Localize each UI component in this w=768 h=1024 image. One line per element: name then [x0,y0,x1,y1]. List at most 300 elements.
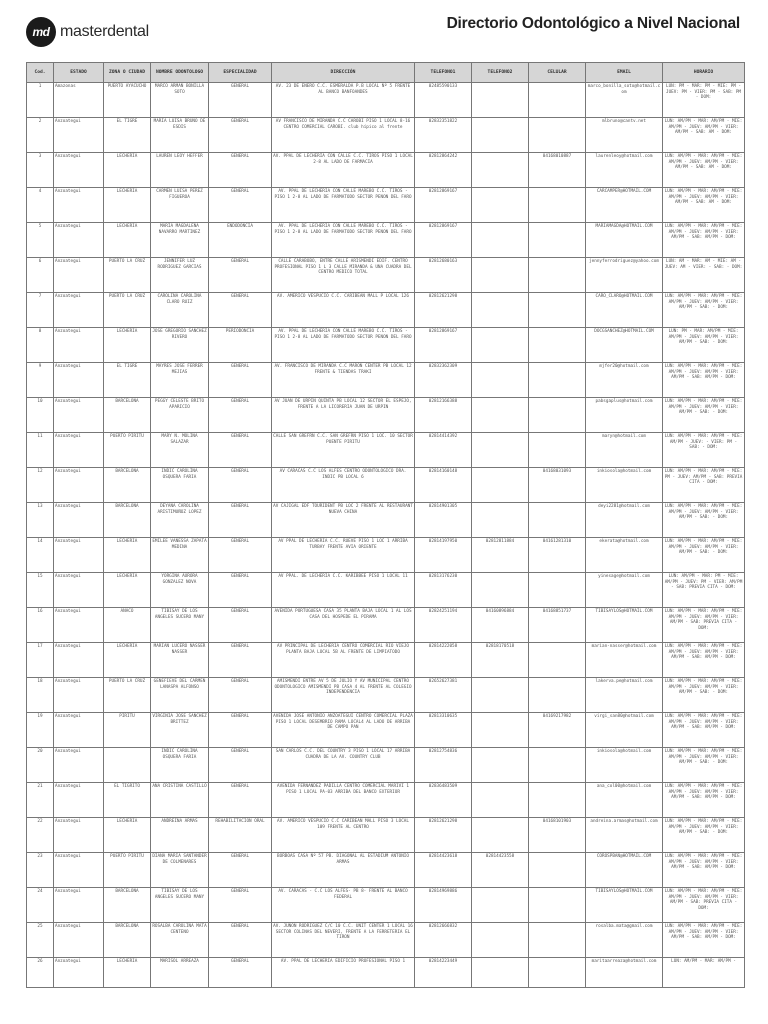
cell-col-estado: Anzoategui [54,433,104,468]
cell-col-nombre: INDIC CAROLINA OSQUERA FARIA [151,468,209,503]
cell-col-telefono1: 02814414392 [415,433,472,468]
cell-col-direccion: AV. JUNON RODRIGUEZ C/C 10 C.C. UNIT CENTER 1 LOCAL 16 SECTOR COLINAS DEL NEVERI, FRENTE A LA FERRETERIA EL TIRON [272,923,415,958]
cell-col-zona: PIRITU [104,713,151,748]
cell-col-email: laurenleoy@hotmail.com [586,153,663,188]
cell-col-direccion: AV. FRANCISCO DE MIRANDA C.C MARON CENTER PB LOCAL 12 FRENTE & TIENDAS TRAKI [272,363,415,398]
cell-col-especialidad: GENERAL [209,923,272,958]
masterdental-logo [26,17,149,47]
cell-col-email: andreina.armas@hotmail.com [586,818,663,853]
cell-col-telefono1: 02812621298 [415,293,472,328]
cell-col-telefono2 [472,783,529,818]
cell-col-telefono1: 02832362309 [415,363,472,398]
cell-col-horario: LUN: AM/PM - MAR: AM/PM - MIE: AM/PM - JUEV: AM/PM - VIER: AM/PM - SAB: AM - DOM: [663,153,745,188]
cell-col-cod: 20 [27,748,54,783]
cell-col-zona: LECHERIA [104,153,151,188]
table-row [27,573,745,608]
cell-col-nombre: MARY N. MOLINA SALAZAR [151,433,209,468]
cell-col-nombre: MARCO ARMAN BONILLA SOTO [151,83,209,118]
document-header [0,0,768,58]
cell-col-direccion: AVENIDA PORTUGUESA CASA 35 PLANTA BAJA LOCAL 1 AL LOS CASA DEL HOSPEDE EL PIRAMA [272,608,415,643]
cell-col-nombre: CARMEN LUISA PEREZ FIGUEROA [151,188,209,223]
cell-col-cod: 5 [27,223,54,258]
cell-col-nombre: CAROLINA CAROLINA CLARO RUIZ [151,293,209,328]
cell-col-especialidad: GENERAL [209,748,272,783]
directory-table-container [26,62,744,988]
table-row [27,258,745,293]
cell-col-email: inkiosola@hotmail.com [586,468,663,503]
table-row [27,818,745,853]
header-col-direccion: DIRECCIÓN [272,63,415,83]
cell-col-celular [529,293,586,328]
cell-col-especialidad: GENERAL [209,118,272,153]
cell-col-email: marco_bonilla_soto@hotmail.com [586,83,663,118]
cell-col-horario: LUN: AM/PM - MAR: PM - MIE: AM/PM - JUEV: PM - VIER: AM/PM - SAB: PREVIA CITA - DOM: [663,573,745,608]
cell-col-horario: LUN: AM/PM - MAR: AM/PM - MIE: AM/PM - JUEV: AM/PM - VIER: AM/PM - SAB: - DOM: [663,818,745,853]
cell-col-especialidad: GENERAL [209,363,272,398]
cell-col-estado: Anzoategui [54,293,104,328]
cell-col-especialidad: GENERAL [209,468,272,503]
cell-col-telefono2 [472,328,529,363]
cell-col-celular [529,188,586,223]
cell-col-cod: 24 [27,888,54,923]
header-col-estado: ESTADO [54,63,104,83]
cell-col-telefono2 [472,573,529,608]
cell-col-zona: EL TIGRITO [104,783,151,818]
cell-col-nombre: MARIAN LUCERO NASSER NASSER [151,643,209,678]
cell-col-horario: LUN: AM/PM - MAR: AM/PM - MIE: AM/PM - JUEV: AM/PM - VIER: AM/PM - SAB: - DOM: [663,398,745,433]
table-row [27,608,745,643]
cell-col-horario: LUN: AM/PM - MAR: AM/PM - MIE: AM/PM - JUEV: AM/PM - VIER: AM/PM - SAB: AM/PM - DOM: [663,923,745,958]
table-row [27,888,745,923]
cell-col-direccion: AV. CARACAS - C.C LOS ALFES- PB 8- FRENTE AL BANCO FEDERAL [272,888,415,923]
cell-col-cod: 18 [27,678,54,713]
cell-col-celular [529,748,586,783]
cell-col-direccion: SAN CARLOS C.C. DEL COUNTRY 3 PISO 1 LOCAL 17 ARRIBA CUADRA DE LA AV. COUNTRY CLUB [272,748,415,783]
table-body [27,83,745,988]
cell-col-cod: 3 [27,153,54,188]
cell-col-especialidad: PERIODONCIA [209,328,272,363]
cell-col-telefono2 [472,153,529,188]
cell-col-cod: 21 [27,783,54,818]
cell-col-estado: Anzoategui [54,118,104,153]
cell-col-direccion: AV CAJIGAL EDF TOURIDENT PB LOC 2 FRENTE AL RESTAURANT NUEVA CHINA [272,503,415,538]
cell-col-telefono2 [472,398,529,433]
cell-col-zona: PUERTO LA CRUZ [104,678,151,713]
table-row [27,678,745,713]
header-col-telefono2: TELEFONO2 [472,63,529,83]
document-title: Directorio Odontológico a Nivel Nacional [446,15,740,32]
cell-col-zona: LECHERIA [104,958,151,988]
cell-col-estado: Anzoategui [54,153,104,188]
cell-col-horario: LUN: AM/PM - MAR: AM/PM - MIE: AM/PM - JUEV: AM/PM - VIER: AM/PM - SAB: AM/PM - DOM: [663,223,745,258]
cell-col-cod: 19 [27,713,54,748]
cell-col-telefono1: 02485590133 [415,83,472,118]
cell-col-estado: Anzoategui [54,468,104,503]
cell-col-telefono1: 02812864242 [415,153,472,188]
cell-col-telefono2 [472,118,529,153]
cell-col-telefono2 [472,503,529,538]
cell-col-zona: LECHERIA [104,188,151,223]
cell-col-telefono2: 02818170518 [472,643,529,678]
cell-col-email: maryn@hotmail.com [586,433,663,468]
cell-col-horario: LUN: AM/PM - MAR: AM/PM - MIE: AM/PM - JUEV: AM/PM - VIER: AM/PM - SAB: - DOM: [663,293,745,328]
cell-col-horario: LUN: AM/PM - MAR: AM/PM - MIE: AM/PM - JUEV: AM/PM - VIER: AM/PM - SAB: AM/PM - DOM: [663,643,745,678]
cell-col-telefono1: 02836483509 [415,783,472,818]
cell-col-horario: LUN: AM/PM - MAR: AM/PM - MIE: AM/PM - JUEV: AM/PM - VIER: AM/PM - SAB: PREVIA CITA - DOM: [663,888,745,923]
cell-col-nombre: ANA CRISTINA CASTILLO [151,783,209,818]
cell-col-especialidad: GENERAL [209,958,272,988]
cell-col-celular: 04168851737 [529,608,586,643]
header-col-cod: Cod. [27,63,54,83]
table-row [27,923,745,958]
header-col-horario: HORARIO [663,63,745,83]
cell-col-estado: Anzoategui [54,643,104,678]
cell-col-nombre: GENEFIEVE DEL CARMEN LANASPA ALFONSO [151,678,209,713]
cell-col-telefono1: 02812166388 [415,398,472,433]
table-row [27,328,745,363]
table-row [27,643,745,678]
cell-col-celular [529,678,586,713]
cell-col-telefono2 [472,923,529,958]
cell-col-cod: 1 [27,83,54,118]
cell-col-nombre: JOSE GREGORIO SANCHEZ RIVERO [151,328,209,363]
cell-col-horario: LUN: AM/PM - MAR: AM/PM - MIE: AM/PM - JUEV: AM/PM - VIER: AM/PM - SAB: AM/PM - DOM: [663,363,745,398]
cell-col-zona: EL TIGRE [104,118,151,153]
cell-col-celular [529,433,586,468]
cell-col-nombre: MARISOL ARREAZA [151,958,209,988]
cell-col-horario: LUN: AM/PM - MAR: AM/PM - MIE: AM/PM - JUEV: AM/PM - VIER: AM/PM - SAB: AM/PM - DOM: [663,783,745,818]
cell-col-especialidad: GENERAL [209,713,272,748]
cell-col-cod: 8 [27,328,54,363]
cell-col-celular [529,258,586,293]
cell-col-telefono2 [472,258,529,293]
table-row [27,153,745,188]
cell-col-direccion: AV. PPAL DE LECHERIA CON CALLE MAREBO C.C. TIROS - PISO 1 2-8 AL LADO DE FARMATODO SECTOR PENON DEL FARO [272,223,415,258]
cell-col-horario: LUN: AM/PM - MAR: AM/PM - MIE: AM/PM - JUEV: AM/PM - VIER: AM/PM - SAB: - DOM: [663,678,745,713]
cell-col-email: rosalba.mata@gmail.com [586,923,663,958]
cell-col-cod: 14 [27,538,54,573]
cell-col-especialidad: GENERAL [209,643,272,678]
cell-col-telefono2: 04160896884 [472,608,529,643]
header-col-nombre: NOMBRE ODONTOLOGO [151,63,209,83]
cell-col-horario: LUN: AM/PM - MAR: AM/PM - MIE: AM/PM - JUEV: AM/PM - VIER: AM/PM - SAB: AM/PM - DOM: [663,713,745,748]
cell-col-direccion: AV. PPAL DE LECHERIA CON CALLE C.C. TIROS PISO 1 LOCAL 2-8 AL LADO DE FARMACIA [272,153,415,188]
cell-col-nombre: DEYANA CAROLINA ARISTIMUÑOZ LOPEZ [151,503,209,538]
cell-col-telefono2 [472,433,529,468]
cell-col-telefono1: 02812680163 [415,258,472,293]
cell-col-nombre: MAYRES JOSE FERRER MEJIAS [151,363,209,398]
logo-mark: md [26,17,56,47]
cell-col-email: inkiosola@hotmail.com [586,748,663,783]
header-col-telefono1: TELEFONO1 [415,63,472,83]
cell-col-especialidad: GENERAL [209,888,272,923]
cell-col-telefono2 [472,188,529,223]
cell-col-celular [529,503,586,538]
table-header-row [27,63,745,83]
header-col-especialidad: ESPECIALIDAD [209,63,272,83]
cell-col-email: DOCGSANCHEZ@HOTMAIL.COM [586,328,663,363]
cell-col-zona: EL TIGRE [104,363,151,398]
cell-col-zona: LECHERIA [104,223,151,258]
cell-col-especialidad: GENERAL [209,783,272,818]
cell-col-email: deyi2281@hotmail.com [586,503,663,538]
cell-col-telefono2 [472,888,529,923]
cell-col-zona: PUERTO AYACUCHO [104,83,151,118]
cell-col-nombre: MARIA MAGDALENA NAVARRO MARTINEZ [151,223,209,258]
cell-col-celular [529,888,586,923]
cell-col-email: TIBISAYLOS@HOTMAIL.COM [586,608,663,643]
cell-col-zona: BARCELONA [104,398,151,433]
cell-col-nombre: INDIC CAROLINA OSQUERA FARIA [151,748,209,783]
cell-col-telefono2: 02812811884 [472,538,529,573]
cell-col-especialidad: GENERAL [209,853,272,888]
cell-col-direccion: AV. PPAL DE LECHERIA EDIFICIO PROFESIONAL PISO 1 [272,958,415,988]
cell-col-nombre: ROSALBA CAROLINA MATA CENTENO [151,923,209,958]
cell-col-telefono2 [472,363,529,398]
cell-col-telefono1: 02814222058 [415,643,472,678]
cell-col-horario: LUN: AM/PM - MAR: AM/PM - MIE: AM/PM - JUEV: - VIER: PM - SAB: - DOM: [663,433,745,468]
cell-col-telefono1: 02832351822 [415,118,472,153]
cell-col-zona: LECHERIA [104,538,151,573]
cell-col-email: COROSPBAN@HOTMAIL.COM [586,853,663,888]
cell-col-telefono1: 02813310635 [415,713,472,748]
cell-col-telefono2 [472,713,529,748]
cell-col-zona: ANACO [104,608,151,643]
cell-col-telefono2 [472,958,529,988]
cell-col-telefono1: 02814197950 [415,538,472,573]
logo-wordmark: masterdental [60,23,149,40]
cell-col-direccion: AVENIDA FERNANDEZ PADILLA CENTRO COMERCIAL MARIVI 1 PISO 1 LOCAL PA-03 ARRIBA DEL BANCO EXTERIOR [272,783,415,818]
cell-col-estado: Anzoategui [54,923,104,958]
table-row [27,468,745,503]
cell-col-direccion: AV PPAL. DE LECHERIA C.C. KARIBBEE PISO 1 LOCAL 11 [272,573,415,608]
cell-col-especialidad: GENERAL [209,398,272,433]
cell-col-nombre: VIRGINIA JOSE SANCHEZ BRITTEZ [151,713,209,748]
cell-col-telefono1: 02814901305 [415,503,472,538]
cell-col-cod: 16 [27,608,54,643]
table-row [27,398,745,433]
cell-col-telefono2 [472,678,529,713]
cell-col-direccion: AV JUAN DE URPIN QUINTA PB LOCAL 12 SECTOR EL ESPEJO, FRENTE A LA LICORERIA JUAN DE URPIN [272,398,415,433]
cell-col-nombre: DIANA MARIA SANTANDER DE COLMENARES [151,853,209,888]
cell-col-cod: 10 [27,398,54,433]
cell-col-estado: Anzoategui [54,853,104,888]
cell-col-direccion: AVENIDA JOSE ANTONIO ANZOATEGUI CENTRO COMERCIAL PLAZA PISO 1 LOCAL DESEMBRIO RAMA LOCAL4 AL LADO DE ARRIBA DE CAMPO PAN [272,713,415,748]
cell-col-estado: Anzoategui [54,573,104,608]
cell-col-telefono1: 02812869167 [415,328,472,363]
cell-col-cod: 25 [27,923,54,958]
cell-col-especialidad: GENERAL [209,153,272,188]
cell-col-cod: 26 [27,958,54,988]
cell-col-zona: LECHERIA [104,818,151,853]
cell-col-email: MARIAMAGDA@HOTMAIL.COM [586,223,663,258]
table-row [27,118,745,153]
cell-col-direccion: AV PRINCIPAL DE LECHERIA CENTRO COMERCIAL RIO VIEJO PLANTA BAJA LOCAL 5B AL FRENTE DE LIMPIATODO [272,643,415,678]
cell-col-estado: Amazonas [54,83,104,118]
cell-col-celular: 04161281310 [529,538,586,573]
cell-col-estado: Anzoategui [54,748,104,783]
cell-col-telefono2 [472,293,529,328]
cell-col-horario: LUN: AM/PM - MAR: AM/PM - [663,958,745,988]
cell-col-telefono2 [472,748,529,783]
cell-col-horario: LUN: PM - MAR: AM/PM - MIE: AM/PM - JUEV: AM/PM - VIER: AM/PM - SAB: - DOM: [663,328,745,363]
cell-col-especialidad: GENERAL [209,503,272,538]
cell-col-email: CARCAMPER@HOTMAIL.COM [586,188,663,223]
cell-col-telefono1: 02812621298 [415,818,472,853]
cell-col-email: ana_col00@hotmail.com [586,783,663,818]
cell-col-email: jennyferrodriguez@yahoo.com [586,258,663,293]
cell-col-especialidad: GENERAL [209,538,272,573]
cell-col-nombre: TIBISAY DE LOS ANGELES SUCERO MANY [151,888,209,923]
cell-col-estado: Anzoategui [54,818,104,853]
cell-col-horario: LUN: PM - MAR: PM - MIE: PM - JUEV: PM - VIER: PM - SAB: PM - DOM: [663,83,745,118]
cell-col-telefono1: 02814223449 [415,958,472,988]
cell-col-telefono2: 02814423558 [472,853,529,888]
cell-col-celular: 04168010887 [529,153,586,188]
cell-col-estado: Anzoategui [54,363,104,398]
cell-col-zona: BARCELONA [104,468,151,503]
cell-col-celular [529,328,586,363]
header-col-celular: CELULAR [529,63,586,83]
cell-col-direccion: AV PPAL DE LECHERIA C.C. RUEVE PISO 1 LOC 1 ARRIBA TURBAY FRENTE AVIA ORIENTE [272,538,415,573]
cell-col-direccion: AV. AMERICO VESPUCIO C.C CARIBEAN MALL PISO 3 LOCAL 109 FRENTE AL CENTRO [272,818,415,853]
cell-col-estado: Anzoategui [54,328,104,363]
cell-col-nombre: ANDREINA ARMAS [151,818,209,853]
cell-col-celular [529,83,586,118]
cell-col-celular [529,853,586,888]
cell-col-horario: LUN: AM/PM - MAR: AM/PM - MIE: AM/PM - JUEV: AM/PM - VIER: AM/PM - SAB: PREVIA CITA - DOM: [663,608,745,643]
table-row [27,503,745,538]
cell-col-zona: PUERTO LA CRUZ [104,258,151,293]
cell-col-cod: 9 [27,363,54,398]
table-row [27,188,745,223]
cell-col-direccion: AV. 23 DE ENERO C.C. ESMERALDA P.B LOCAL Nº 5 FRENTE AL BANCO BANFOANDES [272,83,415,118]
cell-col-especialidad: GENERAL [209,258,272,293]
cell-col-zona: PUERTO PIRITU [104,853,151,888]
cell-col-horario: LUN: AM/PM - MAR: AM/PM - MIE: AM/PM - JUEV: AM/PM - VIER: AM/PM - SAB: - DOM: [663,503,745,538]
table-header [27,63,745,83]
cell-col-estado: Anzoategui [54,398,104,433]
cell-col-estado: Anzoategui [54,503,104,538]
cell-col-email: ekerata@hotmail.com [586,538,663,573]
cell-col-horario: LUN: AM/PM - MAR: AM/PM - MIE: AM/PM - JUEV: AM/PM - VIER: AM/PM - SAB: - DOM: [663,748,745,783]
cell-col-cod: 11 [27,433,54,468]
cell-col-telefono1: 02813176230 [415,573,472,608]
cell-col-email: marian-nasser@hotmail.com [586,643,663,678]
cell-col-celular [529,783,586,818]
cell-col-email: TIBISAYLOS@HOTMAIL.COM [586,888,663,923]
cell-col-cod: 22 [27,818,54,853]
table-row [27,958,745,988]
cell-col-cod: 15 [27,573,54,608]
cell-col-nombre: MARIA LUISA BRUNO DE ESDIS [151,118,209,153]
cell-col-email: virgi_san80@hotmail.com [586,713,663,748]
cell-col-especialidad: GENERAL [209,678,272,713]
cell-col-horario: LUN: AM/PM - MAR: AM/PM - MIE: AM/PM - JUEV: AM/PM - VIER: AM/PM - SAB: AM/PM - DOM: [663,853,745,888]
cell-col-celular [529,398,586,433]
cell-col-celular [529,223,586,258]
cell-col-especialidad: GENERAL [209,433,272,468]
cell-col-cod: 2 [27,118,54,153]
cell-col-cod: 12 [27,468,54,503]
cell-col-especialidad: GENERAL [209,573,272,608]
cell-col-cod: 17 [27,643,54,678]
cell-col-telefono1: 02814160148 [415,468,472,503]
cell-col-horario: LUN: AM - MAR: AM - MIE: AM - JUEV: AM - VIER: - SAB: - DOM: [663,258,745,293]
cell-col-direccion: AV. PPAL DE LECHERIA CON CALLE MAREBO C.C. TIROS - PISO 1 2-8 AL LADO DE FARMATODO SECTOR PENON DEL FARO [272,328,415,363]
cell-col-telefono1: 02812666832 [415,923,472,958]
cell-col-direccion: AV CARACAS C.C LOS ALFES CENTRO ODONTOLOGICO DRA. INDIC PB LOCAL 6 [272,468,415,503]
cell-col-zona: LECHERIA [104,643,151,678]
cell-col-estado: Anzoategui [54,783,104,818]
cell-col-email: CARO_CLARO@HOTMAIL.COM [586,293,663,328]
cell-col-email: yinesage@hotmail.com [586,573,663,608]
cell-col-celular: 04169217982 [529,713,586,748]
cell-col-telefono2 [472,818,529,853]
cell-col-horario: LUN: AM/PM - MAR: AM/PM - MIE: AM/PM - JUEV: AM/PM - VIER: AM/PM - SAB: AM - DOM: [663,188,745,223]
cell-col-estado: Anzoategui [54,188,104,223]
cell-col-telefono2 [472,468,529,503]
cell-col-email: lakerva.pe@hotmail.com [586,678,663,713]
cell-col-zona: PUERTO PIRITU [104,433,151,468]
table-row [27,538,745,573]
cell-col-nombre: TIBISAY DE LOS ANGELES SUCERO MANY [151,608,209,643]
table-row [27,853,745,888]
cell-col-horario: LUN: AM/PM - MAR: AM/PM - MIE: PM - JUEV: AM/PM - SAB: PREVIA CITA - DOM: [663,468,745,503]
cell-col-telefono1: 02812869167 [415,223,472,258]
cell-col-cod: 6 [27,258,54,293]
cell-col-email: maritaarreaza@hotmail.com [586,958,663,988]
cell-col-celular: 04168031093 [529,468,586,503]
cell-col-estado: Anzoategui [54,713,104,748]
cell-col-zona: LECHERIA [104,328,151,363]
cell-col-celular [529,958,586,988]
cell-col-especialidad: GENERAL [209,608,272,643]
cell-col-zona: LECHERIA [104,573,151,608]
cell-col-estado: Anzoategui [54,608,104,643]
cell-col-telefono1: 02814969886 [415,888,472,923]
cell-col-nombre: PEGGY CELESTE BRITO APARICIO [151,398,209,433]
cell-col-estado: Anzoategui [54,223,104,258]
cell-col-estado: Anzoategui [54,888,104,923]
cell-col-estado: Anzoategui [54,958,104,988]
cell-col-estado: Anzoategui [54,258,104,293]
cell-col-nombre: YORGINA AURORA GONZALEZ NOVA [151,573,209,608]
cell-col-direccion: AV. PPAL DE LECHERIA CON CALLE MAREBO C.C. TIROS - PISO 1 2-8 AL LADO DE FARMATODO SECTOR PENON DEL FARO [272,188,415,223]
cell-col-especialidad: GENERAL [209,188,272,223]
cell-col-email: mjfer20@hotmail.com [586,363,663,398]
cell-col-nombre: EMILEE VANESSA ZAPATA MEDINA [151,538,209,573]
cell-col-direccion: AMISMENDI ENTRE AV 5 DE JULIO Y AV MUNICIPAL CENTRO ODONTOLOGICO AMISMENDI PB CASA 4 AL FRENTE AL COLEGIO INDEPENDENCIA [272,678,415,713]
cell-col-direccion: BORBOAS CASA Nº 57 PB. DIAGONAL AL ESTADIUM ANTONIO ARMAS [272,853,415,888]
header-col-zona: ZONA O CIUDAD [104,63,151,83]
cell-col-direccion: AV FRANCISCO DE MIRANDA C.C CAROBI PISO 1 LOCAL 8-16 CENTRO COMERCIAL CAROBI. club hípico al frente [272,118,415,153]
cell-col-zona: BARCELONA [104,503,151,538]
cell-col-zona: BARCELONA [104,888,151,923]
cell-col-telefono1: 02812754836 [415,748,472,783]
cell-col-direccion: AV. AMERICO VESPUCIO C.C. CARIBEAN MALL P LOCAL 126 [272,293,415,328]
cell-col-celular [529,923,586,958]
cell-col-horario: LUN: AM/PM - MAR: AM/PM - MIE: AM/PM - JUEV: AM/PM - VIER: AM/PM - SAB: - DOM: [663,538,745,573]
cell-col-celular [529,363,586,398]
cell-col-celular [529,573,586,608]
directory-table [26,62,745,988]
cell-col-cod: 23 [27,853,54,888]
cell-col-zona: PUERTO LA CRUZ [104,293,151,328]
cell-col-especialidad: ENDODONCIA [209,223,272,258]
cell-col-nombre: LAUREN LEOY HEFFER [151,153,209,188]
cell-col-celular [529,643,586,678]
